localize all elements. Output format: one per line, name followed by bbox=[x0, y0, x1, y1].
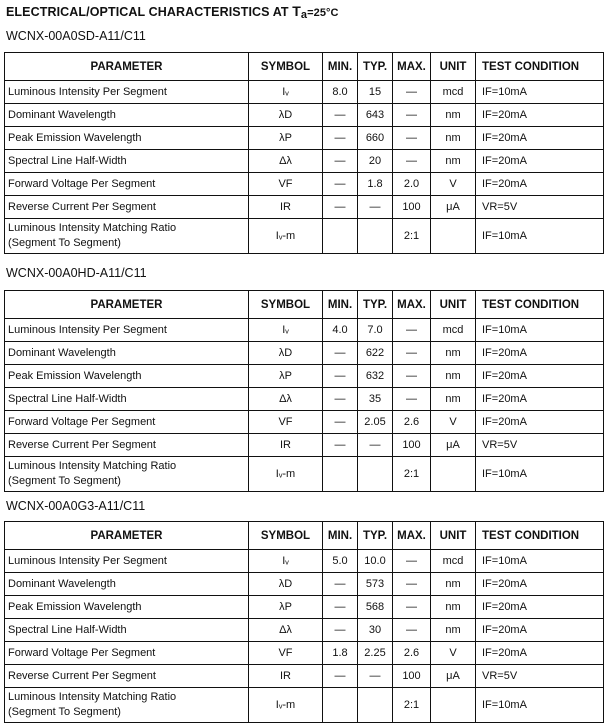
cell-param: Dominant Wavelength bbox=[5, 104, 249, 127]
cell-max: 2.6 bbox=[393, 411, 431, 434]
cell-condition: VR=5V bbox=[476, 665, 604, 688]
table-row bbox=[5, 619, 604, 642]
cell-typ: 30 bbox=[358, 619, 393, 642]
cell-max: — bbox=[393, 319, 431, 342]
cell-typ: 20 bbox=[358, 150, 393, 173]
cell-max: — bbox=[393, 619, 431, 642]
cell-typ: — bbox=[358, 434, 393, 457]
table-row bbox=[5, 665, 604, 688]
cell-min: 1.8 bbox=[323, 642, 358, 665]
cell-min: — bbox=[323, 411, 358, 434]
cell-typ bbox=[358, 688, 393, 723]
cell-max: 2:1 bbox=[393, 219, 431, 254]
cell-symbol: IR bbox=[249, 434, 323, 457]
cell-min: — bbox=[323, 665, 358, 688]
col-test-condition: TEST CONDITION bbox=[476, 53, 604, 81]
cell-unit: nm bbox=[431, 127, 476, 150]
cell-max: — bbox=[393, 550, 431, 573]
cell-min: — bbox=[323, 619, 358, 642]
col-unit: UNIT bbox=[431, 522, 476, 550]
col-max: MAX. bbox=[393, 522, 431, 550]
cell-symbol: Δλ bbox=[249, 619, 323, 642]
cell-symbol: Iᵥ-m bbox=[249, 219, 323, 254]
table-row bbox=[5, 342, 604, 365]
table-row bbox=[5, 434, 604, 457]
cell-min: 4.0 bbox=[323, 319, 358, 342]
cell-symbol: IR bbox=[249, 665, 323, 688]
cell-typ: 632 bbox=[358, 365, 393, 388]
cell-symbol: Iᵥ bbox=[249, 81, 323, 104]
col-min: MIN. bbox=[323, 53, 358, 81]
col-min: MIN. bbox=[323, 291, 358, 319]
col-test-condition: TEST CONDITION bbox=[476, 522, 604, 550]
table-row bbox=[5, 104, 604, 127]
cell-condition: IF=20mA bbox=[476, 127, 604, 150]
cell-max: 100 bbox=[393, 434, 431, 457]
cell-min bbox=[323, 457, 358, 492]
table-row bbox=[5, 319, 604, 342]
cell-unit: mcd bbox=[431, 319, 476, 342]
cell-typ: — bbox=[358, 665, 393, 688]
cell-condition: IF=20mA bbox=[476, 642, 604, 665]
ratio-label-line1: Luminous Intensity Matching Ratio bbox=[8, 460, 177, 472]
table-row bbox=[5, 596, 604, 619]
table-header-row bbox=[5, 53, 604, 81]
col-test-condition: TEST CONDITION bbox=[476, 291, 604, 319]
col-typ: TYP. bbox=[358, 53, 393, 81]
table-header-row bbox=[5, 291, 604, 319]
cell-param: Forward Voltage Per Segment bbox=[5, 642, 249, 665]
col-symbol: SYMBOL bbox=[249, 53, 323, 81]
cell-symbol: Δλ bbox=[249, 150, 323, 173]
table-row bbox=[5, 173, 604, 196]
cell-condition: VR=5V bbox=[476, 434, 604, 457]
col-parameter: PARAMETER bbox=[5, 522, 249, 550]
cell-param: Luminous Intensity Per Segment bbox=[5, 81, 249, 104]
title-text: ELECTRICAL/OPTICAL CHARACTERISTICS AT bbox=[6, 5, 293, 19]
cell-condition: IF=10mA bbox=[476, 550, 604, 573]
cell-min: — bbox=[323, 388, 358, 411]
col-typ: TYP. bbox=[358, 522, 393, 550]
model-label-1: WCNX-00A0SD-A11/C11 bbox=[6, 29, 146, 43]
table-header-row bbox=[5, 522, 604, 550]
cell-condition: IF=10mA bbox=[476, 688, 604, 723]
model-label-3: WCNX-00A0G3-A11/C11 bbox=[6, 499, 146, 513]
col-min: MIN. bbox=[323, 522, 358, 550]
cell-param: Dominant Wavelength bbox=[5, 573, 249, 596]
cell-unit: nm bbox=[431, 104, 476, 127]
table-row bbox=[5, 642, 604, 665]
cell-typ: 573 bbox=[358, 573, 393, 596]
cell-param: Luminous Intensity Per Segment bbox=[5, 550, 249, 573]
cell-symbol: IR bbox=[249, 196, 323, 219]
cell-param bbox=[5, 688, 249, 723]
cell-typ: 568 bbox=[358, 596, 393, 619]
cell-typ: 7.0 bbox=[358, 319, 393, 342]
cell-min: — bbox=[323, 104, 358, 127]
col-parameter: PARAMETER bbox=[5, 53, 249, 81]
cell-condition: IF=20mA bbox=[476, 411, 604, 434]
table-row bbox=[5, 196, 604, 219]
cell-typ: 35 bbox=[358, 388, 393, 411]
cell-max: 2:1 bbox=[393, 688, 431, 723]
title-value: =25°C bbox=[307, 7, 339, 19]
ratio-label-line1: Luminous Intensity Matching Ratio bbox=[8, 222, 177, 234]
cell-min: — bbox=[323, 342, 358, 365]
cell-min: — bbox=[323, 196, 358, 219]
cell-condition: IF=10mA bbox=[476, 81, 604, 104]
cell-typ: 2.05 bbox=[358, 411, 393, 434]
cell-min: — bbox=[323, 573, 358, 596]
cell-symbol: VF bbox=[249, 173, 323, 196]
table-row bbox=[5, 365, 604, 388]
cell-typ: 15 bbox=[358, 81, 393, 104]
cell-typ: 660 bbox=[358, 127, 393, 150]
cell-unit: nm bbox=[431, 342, 476, 365]
cell-min bbox=[323, 219, 358, 254]
cell-symbol: λD bbox=[249, 342, 323, 365]
cell-min: — bbox=[323, 434, 358, 457]
cell-max: 2.0 bbox=[393, 173, 431, 196]
table-row bbox=[5, 573, 604, 596]
cell-unit: V bbox=[431, 173, 476, 196]
cell-typ: — bbox=[358, 196, 393, 219]
cell-symbol: λD bbox=[249, 104, 323, 127]
ratio-label-line2: (Segment To Segment) bbox=[8, 237, 121, 249]
ratio-label-line2: (Segment To Segment) bbox=[8, 475, 121, 487]
cell-condition: IF=20mA bbox=[476, 573, 604, 596]
cell-unit: nm bbox=[431, 596, 476, 619]
cell-min: — bbox=[323, 150, 358, 173]
col-symbol: SYMBOL bbox=[249, 522, 323, 550]
cell-symbol: Iᵥ-m bbox=[249, 688, 323, 723]
cell-unit: mcd bbox=[431, 550, 476, 573]
cell-symbol: λP bbox=[249, 365, 323, 388]
cell-unit: nm bbox=[431, 573, 476, 596]
cell-min: — bbox=[323, 173, 358, 196]
cell-min: — bbox=[323, 127, 358, 150]
cell-symbol: Iᵥ-m bbox=[249, 457, 323, 492]
cell-max: — bbox=[393, 365, 431, 388]
cell-param: Spectral Line Half-Width bbox=[5, 150, 249, 173]
cell-max: — bbox=[393, 150, 431, 173]
cell-symbol: VF bbox=[249, 642, 323, 665]
cell-param: Reverse Current Per Segment bbox=[5, 196, 249, 219]
col-typ: TYP. bbox=[358, 291, 393, 319]
cell-param bbox=[5, 219, 249, 254]
cell-condition: IF=20mA bbox=[476, 596, 604, 619]
col-unit: UNIT bbox=[431, 53, 476, 81]
cell-unit: μA bbox=[431, 665, 476, 688]
cell-max: — bbox=[393, 104, 431, 127]
cell-unit: nm bbox=[431, 365, 476, 388]
cell-condition: IF=20mA bbox=[476, 150, 604, 173]
cell-condition: IF=10mA bbox=[476, 457, 604, 492]
cell-param: Peak Emission Wavelength bbox=[5, 365, 249, 388]
cell-param: Spectral Line Half-Width bbox=[5, 619, 249, 642]
cell-param: Peak Emission Wavelength bbox=[5, 596, 249, 619]
table-row bbox=[5, 219, 604, 254]
cell-param bbox=[5, 457, 249, 492]
cell-condition: IF=10mA bbox=[476, 219, 604, 254]
cell-unit: V bbox=[431, 642, 476, 665]
cell-condition: IF=20mA bbox=[476, 342, 604, 365]
col-parameter: PARAMETER bbox=[5, 291, 249, 319]
spec-table-3 bbox=[4, 521, 604, 723]
cell-condition: IF=20mA bbox=[476, 365, 604, 388]
cell-max: 2.6 bbox=[393, 642, 431, 665]
cell-max: — bbox=[393, 573, 431, 596]
cell-symbol: Δλ bbox=[249, 388, 323, 411]
cell-unit bbox=[431, 688, 476, 723]
cell-typ: 1.8 bbox=[358, 173, 393, 196]
cell-condition: IF=20mA bbox=[476, 388, 604, 411]
cell-condition: IF=20mA bbox=[476, 173, 604, 196]
spec-table-2 bbox=[4, 290, 604, 492]
cell-typ: 622 bbox=[358, 342, 393, 365]
cell-param: Luminous Intensity Per Segment bbox=[5, 319, 249, 342]
cell-symbol: Iᵥ bbox=[249, 550, 323, 573]
table-row bbox=[5, 150, 604, 173]
cell-typ: 643 bbox=[358, 104, 393, 127]
cell-max: 2:1 bbox=[393, 457, 431, 492]
cell-max: — bbox=[393, 596, 431, 619]
cell-unit: V bbox=[431, 411, 476, 434]
table-row bbox=[5, 550, 604, 573]
cell-unit bbox=[431, 457, 476, 492]
cell-max: 100 bbox=[393, 665, 431, 688]
title-symbol: T bbox=[292, 3, 301, 19]
cell-param: Dominant Wavelength bbox=[5, 342, 249, 365]
cell-max: — bbox=[393, 127, 431, 150]
cell-param: Spectral Line Half-Width bbox=[5, 388, 249, 411]
cell-param: Reverse Current Per Segment bbox=[5, 665, 249, 688]
cell-condition: IF=10mA bbox=[476, 319, 604, 342]
cell-condition: IF=20mA bbox=[476, 104, 604, 127]
cell-symbol: λP bbox=[249, 127, 323, 150]
cell-min bbox=[323, 688, 358, 723]
cell-max: 100 bbox=[393, 196, 431, 219]
cell-param: Forward Voltage Per Segment bbox=[5, 411, 249, 434]
table-row bbox=[5, 388, 604, 411]
cell-max: — bbox=[393, 81, 431, 104]
cell-max: — bbox=[393, 388, 431, 411]
model-label-2: WCNX-00A0HD-A11/C11 bbox=[6, 266, 147, 280]
cell-symbol: Iᵥ bbox=[249, 319, 323, 342]
table-row bbox=[5, 81, 604, 104]
spec-table-1 bbox=[4, 52, 604, 254]
col-symbol: SYMBOL bbox=[249, 291, 323, 319]
table-row bbox=[5, 457, 604, 492]
cell-param: Peak Emission Wavelength bbox=[5, 127, 249, 150]
cell-unit: nm bbox=[431, 150, 476, 173]
cell-unit: nm bbox=[431, 388, 476, 411]
cell-symbol: λD bbox=[249, 573, 323, 596]
cell-unit: μA bbox=[431, 434, 476, 457]
cell-unit: μA bbox=[431, 196, 476, 219]
cell-typ bbox=[358, 219, 393, 254]
cell-symbol: VF bbox=[249, 411, 323, 434]
cell-min: — bbox=[323, 365, 358, 388]
cell-symbol: λP bbox=[249, 596, 323, 619]
table-row bbox=[5, 127, 604, 150]
title-subscript: a bbox=[300, 9, 308, 21]
cell-typ: 2.25 bbox=[358, 642, 393, 665]
ratio-label-line2: (Segment To Segment) bbox=[8, 706, 121, 718]
cell-typ bbox=[358, 457, 393, 492]
cell-param: Forward Voltage Per Segment bbox=[5, 173, 249, 196]
ratio-label-line1: Luminous Intensity Matching Ratio bbox=[8, 691, 177, 703]
col-unit: UNIT bbox=[431, 291, 476, 319]
cell-unit: mcd bbox=[431, 81, 476, 104]
table-row bbox=[5, 688, 604, 723]
cell-min: — bbox=[323, 596, 358, 619]
cell-condition: IF=20mA bbox=[476, 619, 604, 642]
cell-typ: 10.0 bbox=[358, 550, 393, 573]
cell-condition: VR=5V bbox=[476, 196, 604, 219]
col-max: MAX. bbox=[393, 291, 431, 319]
cell-unit: nm bbox=[431, 619, 476, 642]
col-max: MAX. bbox=[393, 53, 431, 81]
cell-unit bbox=[431, 219, 476, 254]
cell-max: — bbox=[393, 342, 431, 365]
cell-min: 5.0 bbox=[323, 550, 358, 573]
table-row bbox=[5, 411, 604, 434]
cell-min: 8.0 bbox=[323, 81, 358, 104]
cell-param: Reverse Current Per Segment bbox=[5, 434, 249, 457]
page-title bbox=[6, 3, 339, 19]
